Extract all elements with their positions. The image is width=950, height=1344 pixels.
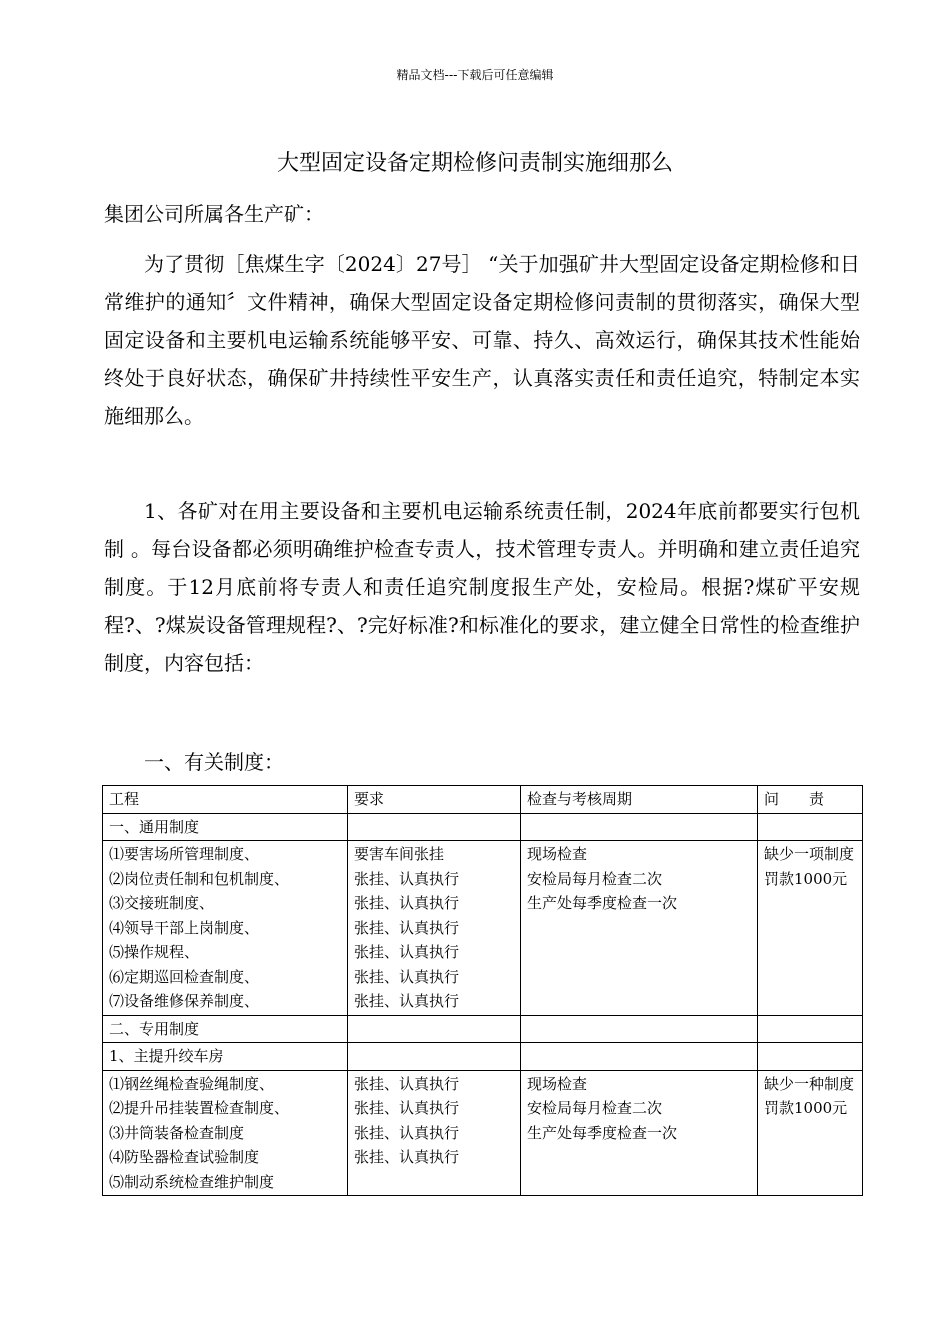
list-item: ⑴要害场所管理制度、	[109, 845, 260, 863]
penalty-text: 缺少一项制度罚款1000元	[764, 845, 855, 888]
general-items-cell	[103, 841, 348, 1016]
list-item: ⑸操作规程、	[109, 943, 200, 961]
hoist-requirements-cell	[348, 1070, 521, 1196]
list-item: ⑹定期巡回检查制度、	[109, 967, 260, 986]
list-item: 生产处每季度检查一次	[527, 1123, 678, 1142]
hoist-check-cell	[521, 1070, 758, 1196]
list-item: 张挂、认真执行	[354, 1074, 460, 1093]
list-item: 现场检查	[527, 845, 588, 863]
list-item: 张挂、认真执行	[354, 967, 460, 986]
list-item: 生产处每季度检查一次	[527, 894, 678, 912]
document-title: 大型固定设备定期检修问责制实施细那么	[276, 151, 673, 176]
list-item: 要害车间张挂	[354, 845, 445, 863]
list-item: ⑵提升吊挂装置检查制度、	[109, 1099, 290, 1117]
general-penalty-cell	[758, 841, 863, 1016]
hoist-section-label: 1、主提升绞车房	[103, 1043, 348, 1071]
list-item: ⑷领导干部上岗制度、	[109, 918, 260, 937]
general-check-cell	[521, 841, 758, 1016]
list-item: 张挂、认真执行	[354, 992, 460, 1010]
general-section-label: 一、通用制度	[103, 813, 348, 841]
hoist-items-cell	[103, 1070, 348, 1196]
paragraph-intro: 为了贯彻［焦煤生字〔2024〕27号］ “关于加强矿井大型固定设备定期检修和日常维护的通知〞文件精神，确保大型固定设备定期检修问责制的贯彻落实，确保大型固定设备和主要机电运输系统能够平安、可靠、持久、高效运行，确保其技术性能始终处于良好状态，确保矿井持续性平安生产，认真落实责任和责任追究，特制定本实施细那么。	[104, 252, 860, 428]
list-item: ⑸制动系统检查维护制度	[109, 1172, 275, 1191]
penalty-text: 缺少一种制度罚款1000元	[764, 1074, 855, 1117]
header-cell-check-cycle: 检查与考核周期	[521, 786, 758, 814]
list-item: 张挂、认真执行	[354, 918, 460, 937]
list-item: ⑴钢丝绳检查验绳制度、	[109, 1074, 275, 1093]
paragraph-item-1: 1、各矿对在用主要设备和主要机电运输系统责任制，2024年底前都要实行包机制 。每台设备都必须明确维护检查专责人，技术管理专责人。并明确和建立责任追究制度。于12月底前将专责人和责任追究制度报生产处，安检局。根据?煤矿平安规程?、?煤炭设备管理规程?、?完好标准?和标准化的要求，建立健全日常性的检查维护制度，内容包括：	[104, 499, 860, 675]
header-cell-project: 工程	[103, 786, 348, 814]
salutation: 集团公司所属各生产矿：	[104, 202, 324, 226]
list-item: 张挂、认真执行	[354, 943, 460, 961]
header-cell-accountability: 问 责	[758, 786, 863, 814]
list-item: 安检局每月检查二次	[527, 869, 663, 888]
list-item: 安检局每月检查二次	[527, 1099, 663, 1117]
table-row	[103, 1015, 863, 1043]
section-heading: 一、有关制度：	[144, 750, 284, 774]
list-item: 张挂、认真执行	[354, 1148, 460, 1166]
general-requirements-cell	[348, 841, 521, 1016]
list-item: 张挂、认真执行	[354, 1099, 460, 1117]
list-item: ⑵岗位责任制和包机制度、	[109, 869, 290, 888]
list-item: 张挂、认真执行	[354, 1123, 460, 1142]
table-row	[103, 1043, 863, 1071]
hoist-penalty-cell	[758, 1070, 863, 1196]
table-row	[103, 841, 863, 1016]
table-header-row	[103, 786, 863, 814]
list-item: ⑷防坠器检查试验制度	[109, 1148, 260, 1166]
list-item: ⑶井筒装备检查制度	[109, 1123, 245, 1142]
regulation-table	[102, 785, 863, 1196]
list-item: ⑺设备维修保养制度、	[109, 992, 260, 1010]
table-row	[103, 1070, 863, 1196]
list-item: 现场检查	[527, 1074, 588, 1093]
list-item: 张挂、认真执行	[354, 869, 460, 888]
special-section-label: 二、专用制度	[103, 1015, 348, 1043]
list-item: 张挂、认真执行	[354, 894, 460, 912]
table-row	[103, 813, 863, 841]
header-note: 精品文档---下载后可任意编辑	[396, 68, 554, 82]
header-cell-requirement: 要求	[348, 786, 521, 814]
list-item: ⑶交接班制度、	[109, 894, 215, 912]
